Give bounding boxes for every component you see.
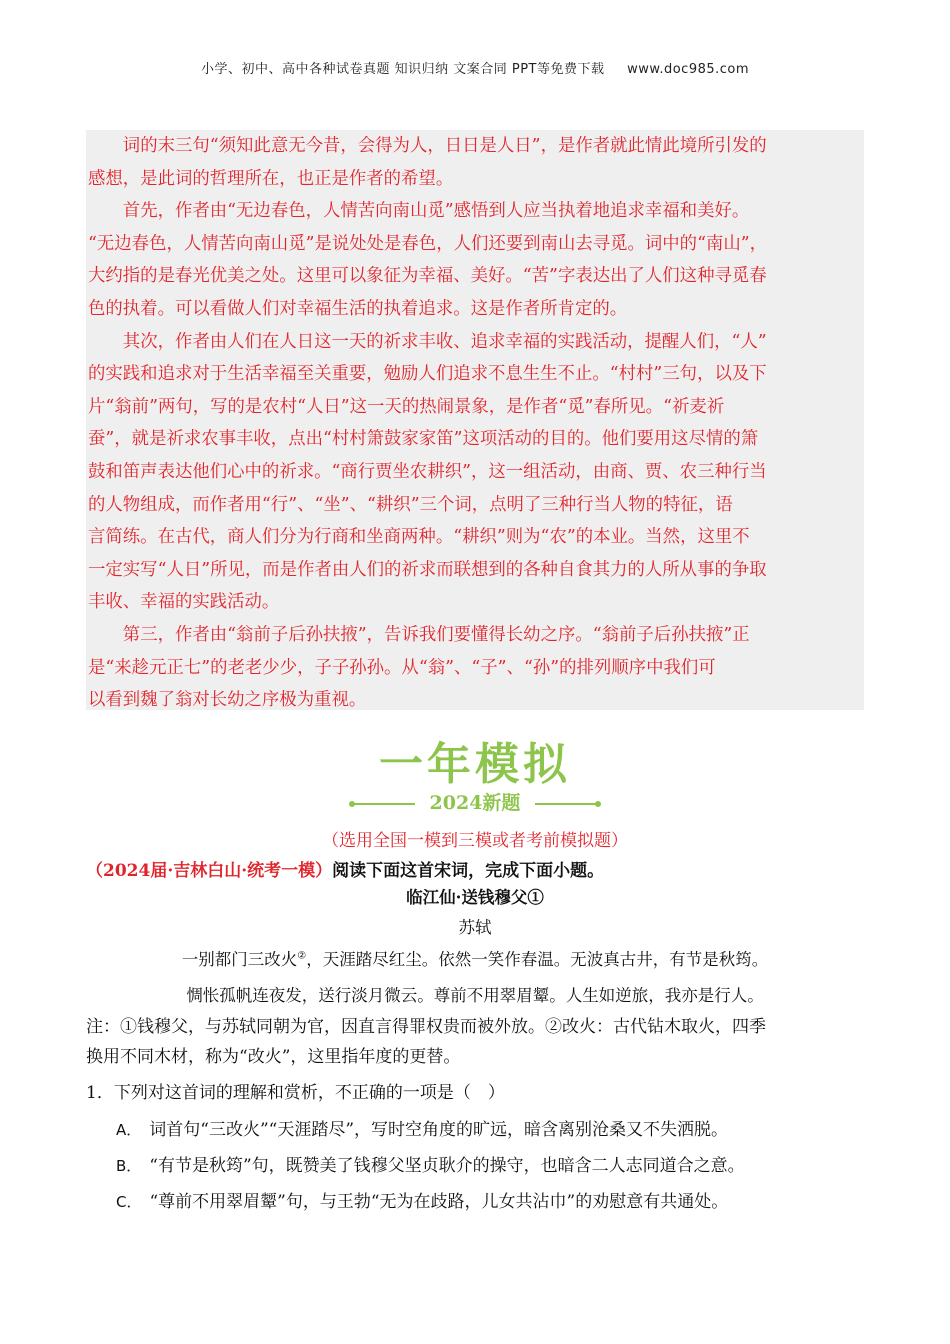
analysis-line: “无边春色，人情苦向南山觅”是说处处是春色，人们还要到南山去寻觅。词中的“南山”， bbox=[88, 233, 768, 254]
banner-divider-right bbox=[535, 803, 597, 805]
analysis-panel bbox=[86, 130, 864, 710]
analysis-line: 色的执着。可以看做人们对幸福生活的执着追求。这是作者所肯定的。 bbox=[88, 298, 628, 319]
poem-line-1 bbox=[0, 946, 950, 970]
header-site-link[interactable]: www.doc985.com bbox=[627, 62, 750, 77]
question-intro bbox=[86, 856, 604, 881]
footnote-marker: ② bbox=[297, 950, 307, 962]
analysis-line: 感想，是此词的哲理所在，也正是作者的希望。 bbox=[88, 168, 454, 189]
question-source: （2024届·吉林白山·统考一模） bbox=[86, 861, 333, 881]
banner-subtitle-text: 2024新题 bbox=[429, 792, 521, 814]
analysis-line: 词的末三句“须知此意无今昔，会得为人，日日是人日”，是作者就此情此境所引发的 bbox=[122, 136, 767, 156]
analysis-line: 以看到魏了翁对长幼之序极为重视。 bbox=[88, 690, 367, 711]
poem-title: 临江仙·送钱穆父① bbox=[406, 888, 544, 907]
analysis-line: 蚕”，就是祈求农事丰收，点出“村村箫鼓家家笛”这项活动的目的。他们要用这尽情的箫 bbox=[88, 429, 759, 450]
analysis-line: 的人物组成，而作者用“行”、“坐”、“耕织”三个词，点明了三种行当人物的特征，语 bbox=[88, 494, 733, 515]
note-line-2: 换用不同木材，称为“改火”，这里指年度的更替。 bbox=[86, 1047, 461, 1067]
answer-option[interactable] bbox=[116, 1115, 728, 1140]
analysis-line: 片“翁前”两句，写的是农村“人日”这一天的热闹景象，是作者“觅”春所见。“祈麦祈 bbox=[88, 396, 725, 417]
page-header bbox=[0, 58, 950, 77]
banner-divider-left bbox=[353, 803, 415, 805]
note-line-1: 注：①钱穆父，与苏轼同朝为官，因直言得罪权贵而被外放。②改火：古代钻木取火，四季 bbox=[86, 1017, 766, 1037]
option-text: “有节是秋筠”句，既赞美了钱穆父坚贞耿介的操守，也暗含二人志同道合之意。 bbox=[149, 1156, 745, 1176]
section-banner-title: 一年模拟 bbox=[379, 739, 571, 790]
analysis-line: 大约指的是春光优美之处。这里可以象征为幸福、美好。“苦”字表达出了人们这种寻觅春 bbox=[88, 266, 767, 287]
question-instruction: 阅读下面这首宋词，完成下面小题。 bbox=[332, 861, 605, 881]
header-text: 小学、初中、高中各种试卷真题 知识归纳 文案合同 PPT等免费下载 bbox=[200, 62, 605, 77]
analysis-line: 第三，作者由“翁前子后孙扶掖”，告诉我们要懂得长幼之序。“翁前子后孙扶掖”正 bbox=[122, 624, 750, 645]
option-letter: A． bbox=[116, 1121, 142, 1139]
option-text: 词首句“三改火”“天涯踏尽”，写时空角度的旷远，暗含离别沧桑又不失洒脱。 bbox=[149, 1120, 729, 1140]
poem-author: 苏轼 bbox=[458, 918, 492, 937]
poem-line-1-a: 一别都门三改火 bbox=[181, 950, 298, 969]
analysis-line: 是“来趁元正七”的老老少少，子子孙孙。从“翁”、“子”、“孙”的排列顺序中我们可 bbox=[88, 657, 716, 678]
analysis-line: 言简练。在古代，商人们分为行商和坐商两种。“耕织”则为“农”的本业。当然，这里不 bbox=[88, 527, 750, 548]
answer-option[interactable] bbox=[116, 1151, 745, 1176]
option-text: “尊前不用翠眉颦”句，与王勃“无为在歧路，儿女共沾巾”的劝慰意有共通处。 bbox=[149, 1192, 729, 1212]
option-letter: C． bbox=[116, 1193, 142, 1211]
analysis-line: 首先，作者由“无边春色，人情苦向南山觅”感悟到人应当执着地追求幸福和美好。 bbox=[122, 201, 750, 222]
analysis-line: 丰收、幸福的实践活动。 bbox=[88, 592, 280, 613]
analysis-line: 一定实写“人日”所见，而是作者由人们的祈求而联想到的各种自食其力的人所从事的争取 bbox=[88, 559, 767, 580]
question-stem: 1．下列对这首词的理解和赏析，不正确的一项是（ ） bbox=[86, 1083, 505, 1103]
poem-line-2: 惆怅孤帆连夜发，送行淡月微云。尊前不用翠眉颦。人生如逆旅，我亦是行人。 bbox=[186, 986, 764, 1005]
section-banner-subtitle bbox=[0, 788, 950, 815]
analysis-line: 的实践和追求对于生活幸福至关重要，勉励人们追求不息生生不止。“村村”三句，以及下 bbox=[88, 364, 767, 385]
poem-line-1-b: ，天涯踏尽红尘。依然一笑作春温。无波真古井，有节是秋筠。 bbox=[306, 950, 769, 969]
answer-option[interactable] bbox=[116, 1187, 728, 1212]
section-scope-note: （选用全国一模到三模或者考前模拟题） bbox=[322, 831, 628, 851]
poem-notes bbox=[86, 1012, 864, 1072]
analysis-line: 其次，作者由人们在人日这一天的祈求丰收、追求幸福的实践活动，提醒人们，“人” bbox=[122, 331, 767, 352]
option-letter: B． bbox=[116, 1157, 142, 1175]
analysis-line: 鼓和笛声表达他们心中的祈求。“商行贾坐农耕织”，这一组活动，由商、贾、农三种行当 bbox=[88, 461, 767, 482]
